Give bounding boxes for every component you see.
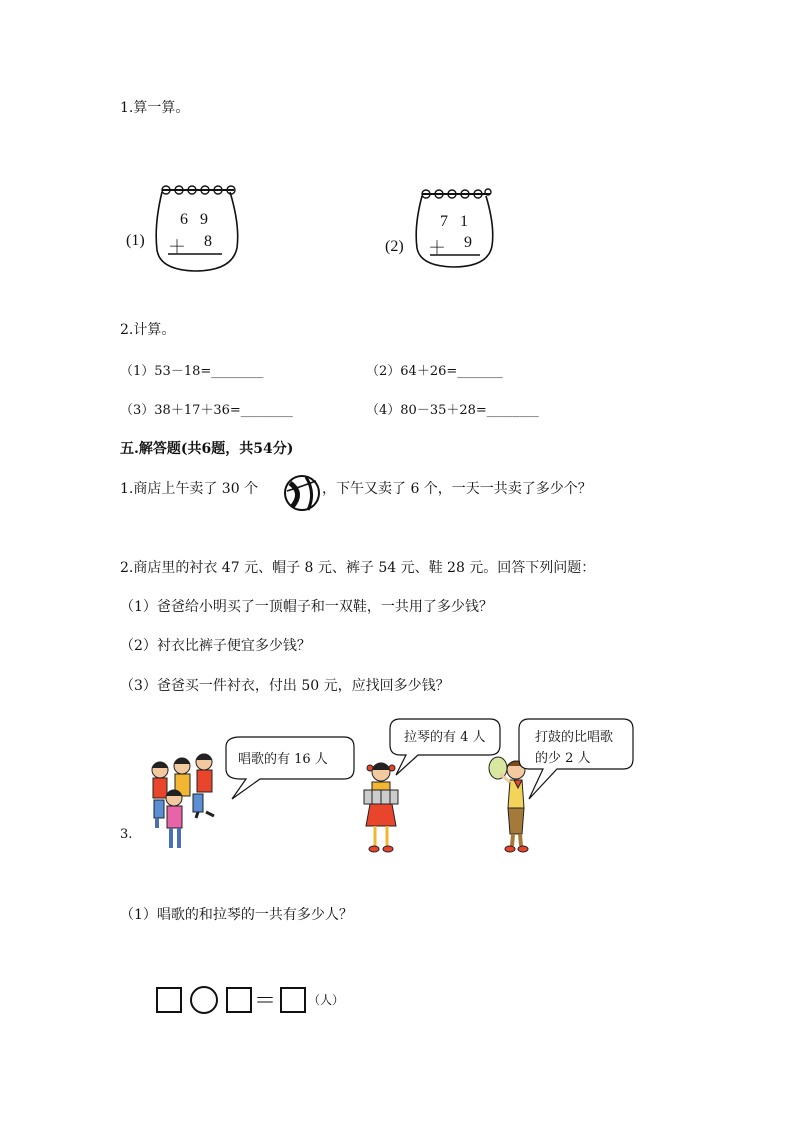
answer-box-3[interactable]: [280, 987, 306, 1013]
answer-box-2[interactable]: [226, 987, 252, 1013]
problem-2-sub-2: （2）衬衣比裤子便宜多少钱？: [120, 638, 311, 654]
section-heading: 五.解答题(共6题，共54分): [120, 441, 294, 457]
speech-bubble-2-text: 拉琴的有 4 人: [404, 730, 486, 745]
q2-title: 2.计算。: [120, 322, 176, 338]
singing-children-image: [138, 748, 230, 854]
calc-2-op: ＋: [428, 238, 446, 258]
problem-3-number: 3.: [120, 827, 133, 842]
calc-2-bottom: 9: [464, 234, 472, 251]
speech-bubble-1-text: 唱歌的有 16 人: [238, 752, 328, 767]
calc-1-op: ＋: [168, 237, 186, 257]
q2-item-1: （1）53－18=________: [120, 364, 264, 379]
calc-1-label: (1): [126, 232, 145, 249]
calc-1-top: 6 9: [180, 211, 212, 228]
problem-1-text-before: 1.商店上午卖了 30 个: [120, 481, 259, 497]
ball-icon: [282, 473, 322, 513]
q2-item-2: （2）64＋26=_______: [366, 364, 503, 379]
problem-2-sub-3: （3）爸爸买一件衬衣，付出 50 元，应找回多少钱？: [120, 678, 450, 694]
q2-item-4: （4）80－35＋28=________: [366, 403, 539, 418]
q2-item-3: （3）38＋17＋36=________: [120, 403, 293, 418]
problem-3-sub-1: （1）唱歌的和拉琴的一共有多少人？: [120, 907, 353, 923]
speech-bubble-3-line-2: 的少 2 人: [535, 751, 591, 766]
operator-circle[interactable]: [190, 986, 218, 1014]
answer-box-1[interactable]: [156, 987, 182, 1013]
problem-2-sub-1: （1）爸爸给小明买了一顶帽子和一双鞋，一共用了多少钱？: [120, 599, 493, 615]
equals-sign: ＝: [254, 989, 277, 1014]
unit-label: （人）: [308, 993, 345, 1007]
speech-bubble-1: [220, 733, 360, 803]
speech-bubble-3-line-1: 打鼓的比唱歌: [535, 730, 614, 745]
problem-1-text-after: ，下午又卖了 6 个，一天一共卖了多少个？: [322, 481, 592, 497]
problem-2-stem: 2.商店里的衬衣 47 元、帽子 8 元、裤子 54 元、鞋 28 元。回答下列问题：: [120, 560, 596, 576]
calc-2-top: 7 1: [440, 213, 472, 230]
calc-2-label: (2): [385, 238, 404, 255]
calc-1-bottom: 8: [204, 233, 212, 250]
q1-title: 1.算一算。: [120, 100, 190, 116]
